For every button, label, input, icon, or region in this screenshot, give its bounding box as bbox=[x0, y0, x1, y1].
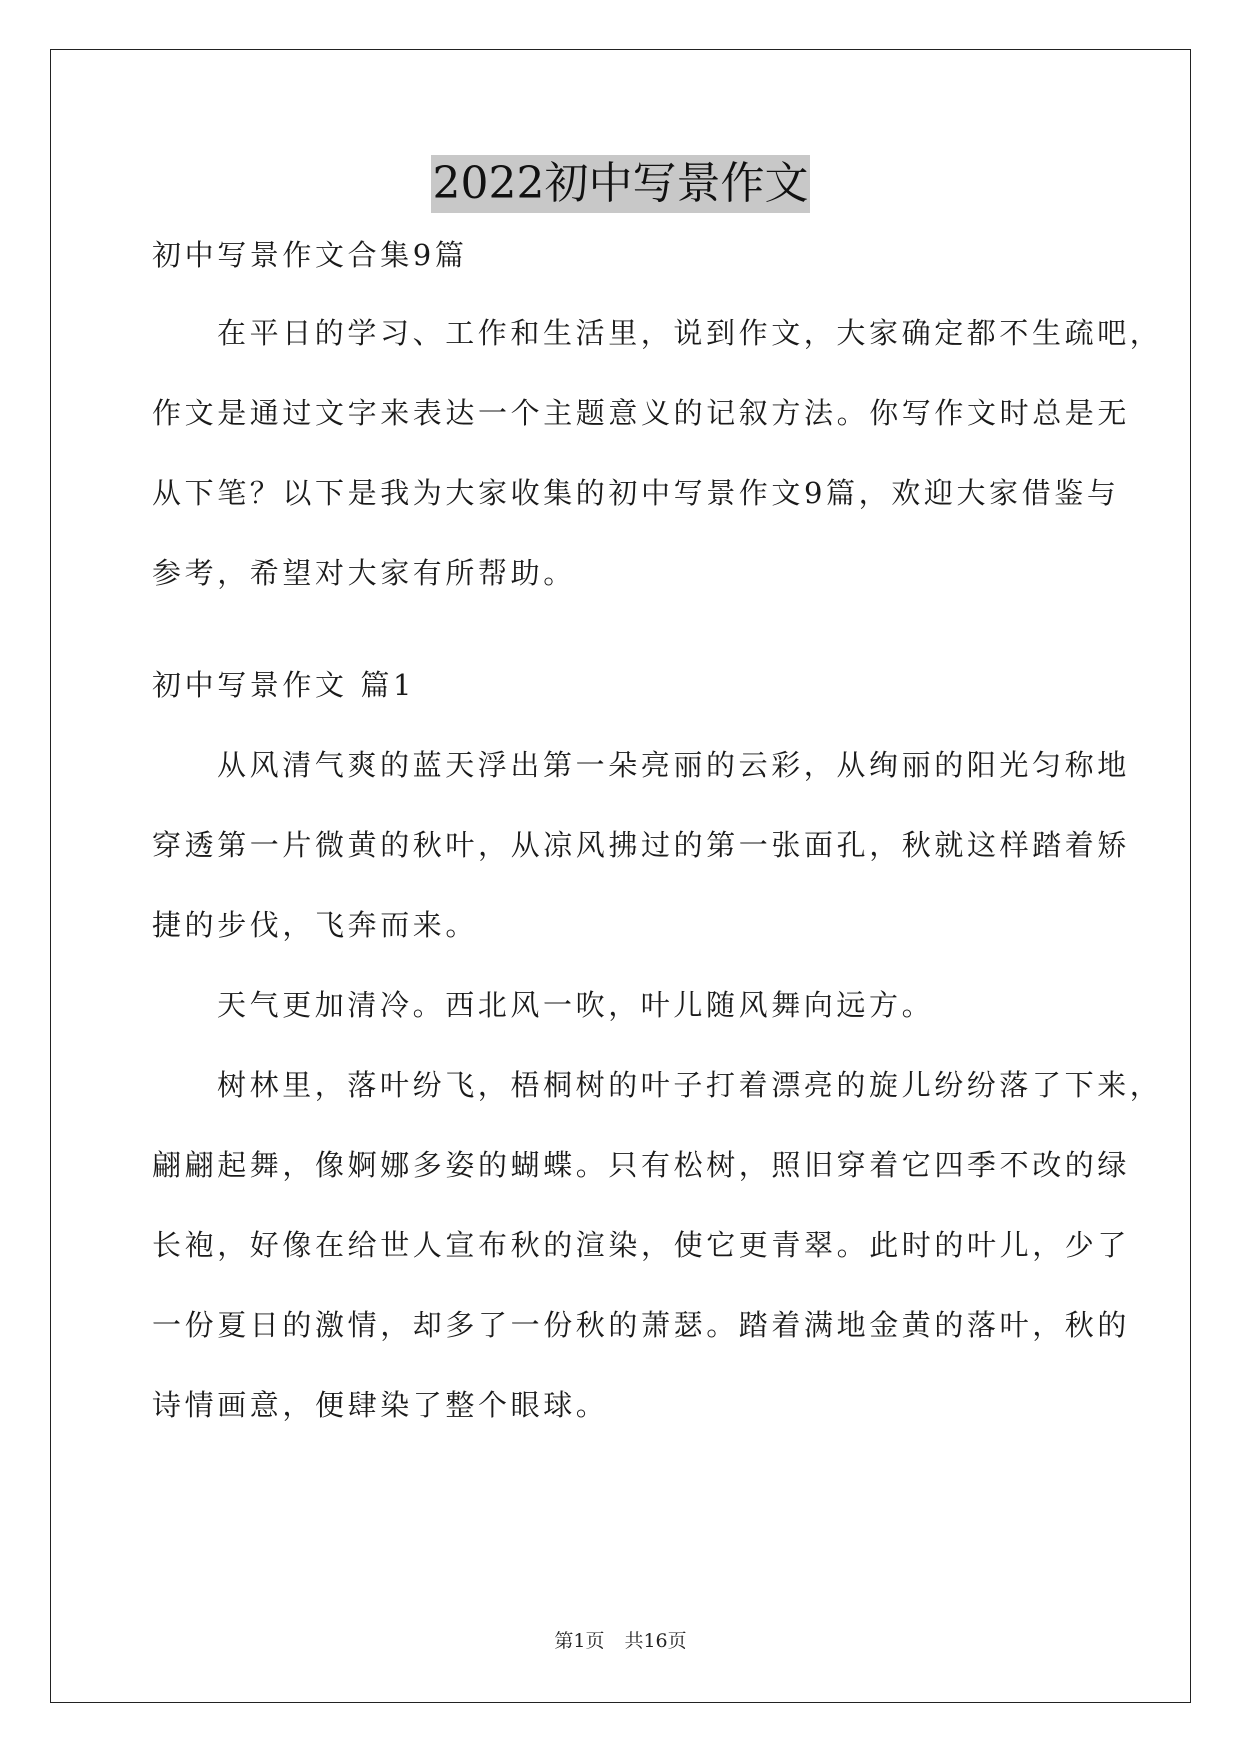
paragraph-line: 长袍，好像在给世人宣布秋的渲染，使它更青翠。此时的叶儿，少了 bbox=[152, 1228, 1131, 1262]
document-title: 2022初中写景作文 bbox=[431, 155, 811, 213]
paragraph-line: 穿透第一片微黄的秋叶，从凉风拂过的第一张面孔，秋就这样踏着矫 bbox=[152, 828, 1131, 862]
paragraph-line: 翩翩起舞，像婀娜多姿的蝴蝶。只有松树，照旧穿着它四季不改的绿 bbox=[152, 1148, 1131, 1182]
document-body bbox=[152, 232, 1163, 1462]
intro-paragraph bbox=[152, 310, 1163, 596]
paragraph-line: 作文是通过文字来表达一个主题意义的记叙方法。你写作文时总是无 bbox=[152, 396, 1131, 430]
document-subtitle: 初中写景作文合集9篇 bbox=[152, 238, 468, 272]
paragraph-line: 从风清气爽的蓝天浮出第一朵亮丽的云彩，从绚丽的阳光匀称地 bbox=[217, 748, 1130, 782]
section-heading: 初中写景作文 篇1 bbox=[152, 668, 416, 702]
body-paragraph bbox=[152, 982, 1112, 1028]
body-paragraph bbox=[152, 742, 1131, 948]
paragraph-line: 在平日的学习、工作和生活里，说到作文，大家确定都不生疏吧， bbox=[217, 316, 1163, 350]
paragraph-line: 天气更加清冷。西北风一吹，叶儿随风舞向远方。 bbox=[217, 988, 935, 1022]
paragraph-line: 从下笔？以下是我为大家收集的初中写景作文9篇，欢迎大家借鉴与 bbox=[152, 476, 1120, 510]
page-number: 第1页 bbox=[554, 1630, 605, 1652]
paragraph-line: 树林里，落叶纷飞，梧桐树的叶子打着漂亮的旋儿纷纷落了下来， bbox=[217, 1068, 1163, 1102]
body-paragraph bbox=[152, 1062, 1163, 1428]
paragraph-line: 一份夏日的激情，却多了一份秋的萧瑟。踏着满地金黄的落叶，秋的 bbox=[152, 1308, 1131, 1342]
page-total: 共16页 bbox=[624, 1630, 687, 1652]
paragraph-line: 诗情画意，便肆染了整个眼球。 bbox=[152, 1388, 609, 1422]
title-wrap bbox=[0, 155, 1241, 213]
paragraph-line: 捷的步伐，飞奔而来。 bbox=[152, 908, 479, 942]
page-footer bbox=[0, 1626, 1241, 1653]
paragraph-line: 参考，希望对大家有所帮助。 bbox=[152, 556, 576, 590]
